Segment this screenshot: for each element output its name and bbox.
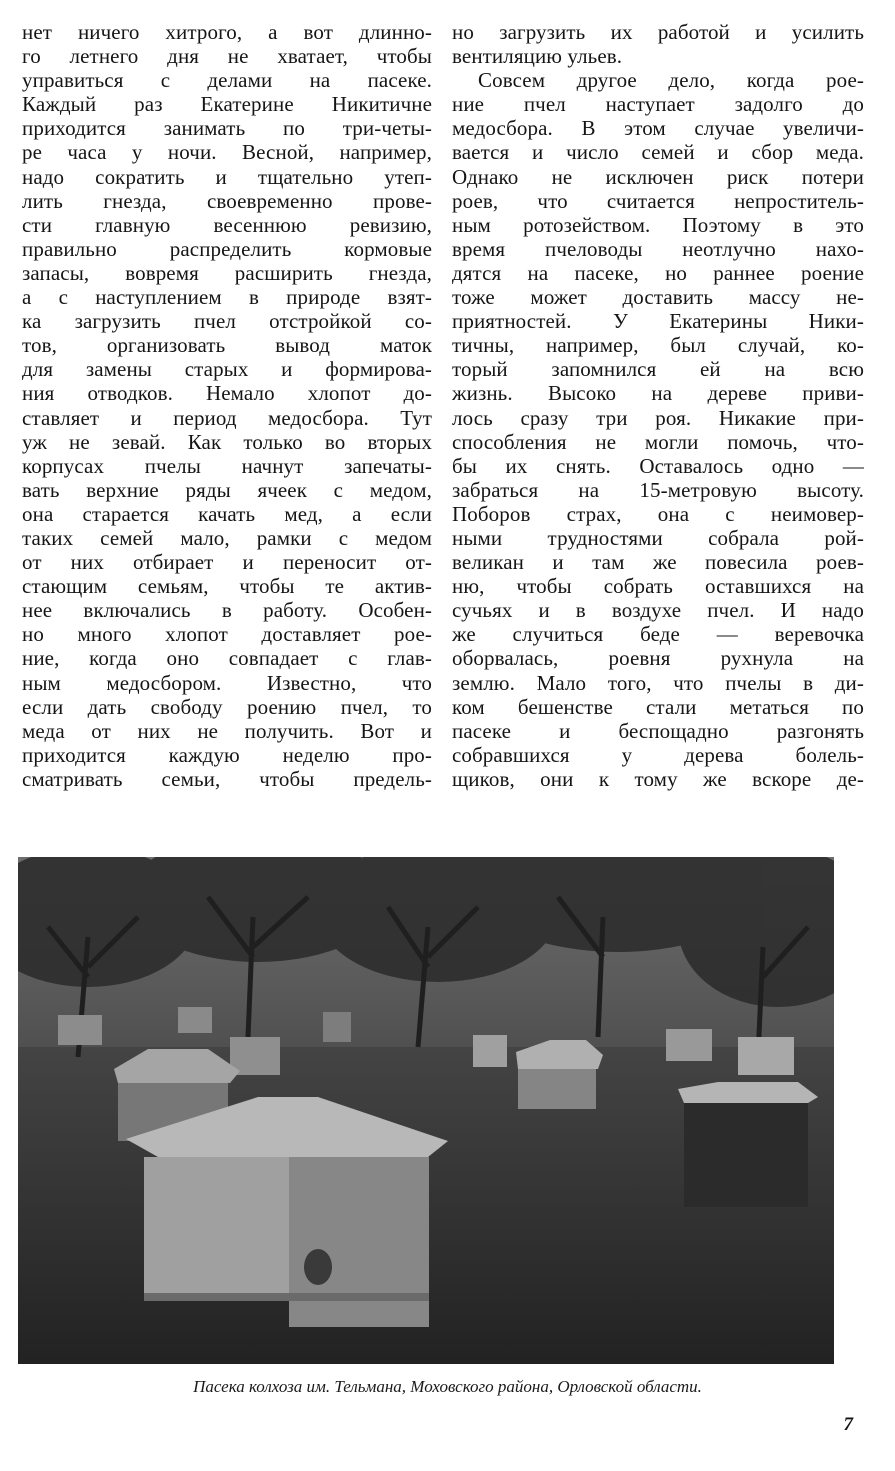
text-line: роев, что считается непроститель- — [452, 188, 864, 213]
text-line: ка загрузить пчел отстройкой со- — [22, 309, 432, 334]
text-line: нее включались в работу. Особен- — [22, 598, 432, 623]
text-line: время пчеловоды неотлучно нахо- — [452, 236, 864, 261]
text-line: ню, чтобы собрать оставшихся на — [452, 574, 864, 599]
text-line: уж не зевай. Как только во вторых — [22, 429, 432, 454]
text-line: таких семей мало, рамки с медом — [22, 525, 432, 550]
text-line: но загрузить их работой и усилить — [452, 20, 864, 44]
text-line: забраться на 15-метровую высоту. — [452, 477, 864, 502]
text-line: Однако не исключен риск потери — [452, 164, 864, 189]
photo-caption: Пасека колхоза им. Тельмана, Моховского района, Орловской области. — [193, 1377, 702, 1396]
text-line: лить гнезда, своевременно прове- — [22, 188, 432, 213]
text-line: тичны, например, был случай, ко- — [452, 333, 864, 358]
text-line: го летнего дня не хватает, чтобы — [22, 44, 432, 69]
text-line: а с наступлением в природе взят- — [22, 285, 432, 310]
text-line: но много хлопот доставляет рое- — [22, 622, 432, 647]
text-line: ными трудностями собрала рой- — [452, 525, 864, 550]
text-line: сматривать семьи, чтобы предель- — [22, 766, 432, 791]
text-line: ние, когда оно совпадает с глав- — [22, 646, 432, 671]
text-line: лось сразу три роя. Никакие при- — [452, 405, 864, 430]
text-line: запасы, вовремя расширить гнезда, — [22, 260, 432, 285]
text-line: вентиляцию ульев. — [452, 44, 623, 69]
text-line: ным ротозейством. Поэтому в это — [452, 212, 864, 237]
text-line: Каждый раз Екатерине Никитичне — [22, 92, 432, 117]
text-line: пасеке и беспощадно разгонять — [452, 718, 864, 743]
text-line: сти главную весеннюю ревизию, — [22, 212, 432, 237]
right-beehive — [678, 1082, 818, 1207]
text-line: для замены старых и формирова- — [22, 357, 432, 382]
text-line: торый запомнился ей на всю — [452, 357, 864, 382]
apiary-photo — [18, 857, 834, 1364]
page-number: 7 — [843, 1414, 853, 1435]
text-line: щиков, они к тому же вскоре де- — [452, 766, 864, 791]
text-line: приятностей. У Екатерины Ники- — [452, 309, 864, 334]
text-line: великан и там же повесила роев- — [452, 550, 864, 575]
text-line: способления не могли помочь, что- — [452, 429, 864, 454]
text-line: меда от них не получить. Вот и — [22, 718, 432, 743]
foreground-beehive — [126, 1097, 448, 1327]
text-line: она старается качать мед, а если — [22, 501, 432, 526]
text-line: ние пчел наступает задолго до — [452, 92, 864, 117]
text-line: правильно распределить кормовые — [22, 236, 432, 261]
text-line: корпусах пчелы начнут запечаты- — [22, 453, 432, 478]
text-line: бы их снять. Оставалось одно — — [452, 453, 864, 478]
text-line: землю. Мало того, что пчелы в ди- — [452, 670, 864, 695]
text-line: нет ничего хитрого, а вот длинно- — [22, 20, 432, 44]
text-line: вать верхние ряды ячеек с медом, — [22, 477, 432, 502]
left-text-column — [22, 20, 432, 791]
text-line: же случиться беде — веревочка — [452, 622, 864, 647]
text-line: ставляет и период медосбора. Тут — [22, 405, 432, 430]
text-line: приходится каждую неделю про- — [22, 742, 432, 767]
text-line: вается и число семей и сбор меда. — [452, 140, 864, 165]
text-line: сучьях и в воздухе пчел. И надо — [452, 598, 864, 623]
apiary-photo-illustration — [18, 857, 834, 1364]
text-line: Поборов страх, она с неимовер- — [452, 501, 864, 526]
text-line: жизнь. Высоко на дереве приви- — [452, 381, 864, 406]
text-line: оборвалась, роевня рухнула на — [452, 646, 864, 671]
text-line: если дать свободу роению пчел, то — [22, 694, 432, 719]
text-line: надо сократить и тщательно утеп- — [22, 164, 432, 189]
middle-beehive — [516, 1040, 603, 1109]
text-line: стающим семьям, чтобы те актив- — [22, 574, 432, 599]
text-line: собравшихся у дерева болель- — [452, 742, 864, 767]
right-text-column — [452, 20, 864, 791]
text-line: ния отводков. Немало хлопот до- — [22, 381, 432, 406]
paragraph-start-line: Совсем другое дело, когда рое- — [478, 68, 864, 93]
text-line: тов, организовать вывод маток — [22, 333, 432, 358]
text-line: от них отбирает и переносит от- — [22, 550, 432, 575]
text-line: ре часа у ночи. Весной, например, — [22, 140, 432, 165]
text-line: приходится занимать по три-четы- — [22, 116, 432, 141]
text-line: ным медосбором. Известно, что — [22, 670, 432, 695]
text-line: медосбора. В этом случае увеличи- — [452, 116, 864, 141]
text-line: ком бешенстве стали метаться по — [452, 694, 864, 719]
text-line: управиться с делами на пасеке. — [22, 68, 432, 93]
text-line: дятся на пасеке, но раннее роение — [452, 260, 864, 285]
text-line: тоже может доставить массу не- — [452, 285, 864, 310]
